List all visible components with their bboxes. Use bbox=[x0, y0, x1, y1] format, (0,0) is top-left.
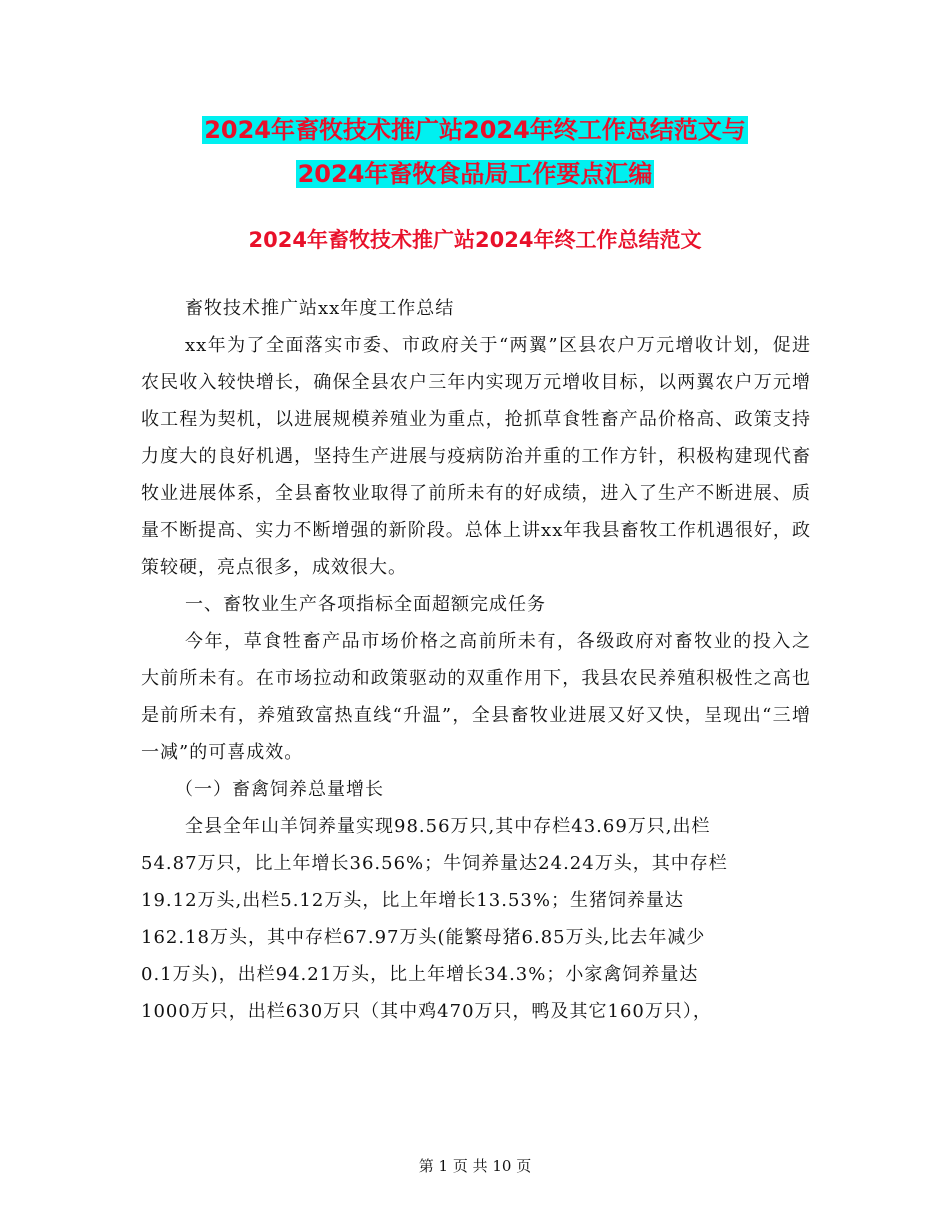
stats-line: 1000万只，出栏630万只（其中鸡470万只，鸭及其它160万只）， bbox=[141, 1001, 712, 1022]
section-title: 2024年畜牧技术推广站2024年终工作总结范文 bbox=[248, 228, 702, 252]
paragraph-subtitle: 畜牧技术推广站xx年度工作总结 bbox=[185, 298, 455, 319]
stats-line: 162.18万头，其中存栏67.97万头(能繁母猪6.85万头,比去年减少 bbox=[141, 927, 706, 948]
document-body bbox=[141, 290, 811, 1030]
title-highlight: 2024年畜牧技术推广站2024年终工作总结范文与 bbox=[204, 116, 746, 144]
document-title-line-2 bbox=[0, 157, 950, 191]
page-number-footer: 第 1 页 共 10 页 bbox=[418, 1157, 532, 1175]
paragraph-intro: xx年为了全面落实市委、市政府关于“两翼”区县农户万元增收计划，促进农民收入较快增长，确保全县农户三年内实现万元增收目标，以两翼农户万元增收工程为契机，以进展规模养殖业为重点，抢抓草食牲畜产品价格高、政策支持力度大的良好机遇，坚持生产进展与疫病防治并重的工作方针，积极构建现代畜牧业进展体系，全县畜牧业取得了前所未有的好成绩，进入了生产不断进展、质量不断提高、实力不断增强的新阶段。总体上讲xx年我县畜牧工作机遇很好，政策较硬，亮点很多，成效很大。 bbox=[141, 335, 811, 578]
subheading-1: （一）畜禽饲养总量增长 bbox=[175, 779, 384, 800]
paragraph-market: 今年，草食牲畜产品市场价格之高前所未有，各级政府对畜牧业的投入之大前所未有。在市场拉动和政策驱动的双重作用下，我县农民养殖积极性之高也是前所未有，养殖致富热直线“升温”，全县畜牧业进展又好又快，呈现出“三增一减”的可喜成效。 bbox=[141, 631, 811, 763]
title-highlight: 2024年畜牧食品局工作要点汇编 bbox=[297, 160, 653, 188]
stats-line: 全县全年山羊饲养量实现98.56万只,其中存栏43.69万只,出栏 bbox=[185, 816, 711, 837]
document-title-line-1 bbox=[0, 113, 950, 147]
heading-section-1: 一、畜牧业生产各项指标全面超额完成任务 bbox=[185, 594, 546, 615]
stats-line: 0.1万头)，出栏94.21万头，比上年增长34.3%；小家禽饲养量达 bbox=[141, 964, 699, 985]
stats-line: 54.87万只，比上年增长36.56%；牛饲养量达24.24万头，其中存栏 bbox=[141, 853, 728, 874]
stats-line: 19.12万头,出栏5.12万头，比上年增长13.53%；生猪饲养量达 bbox=[141, 890, 684, 911]
